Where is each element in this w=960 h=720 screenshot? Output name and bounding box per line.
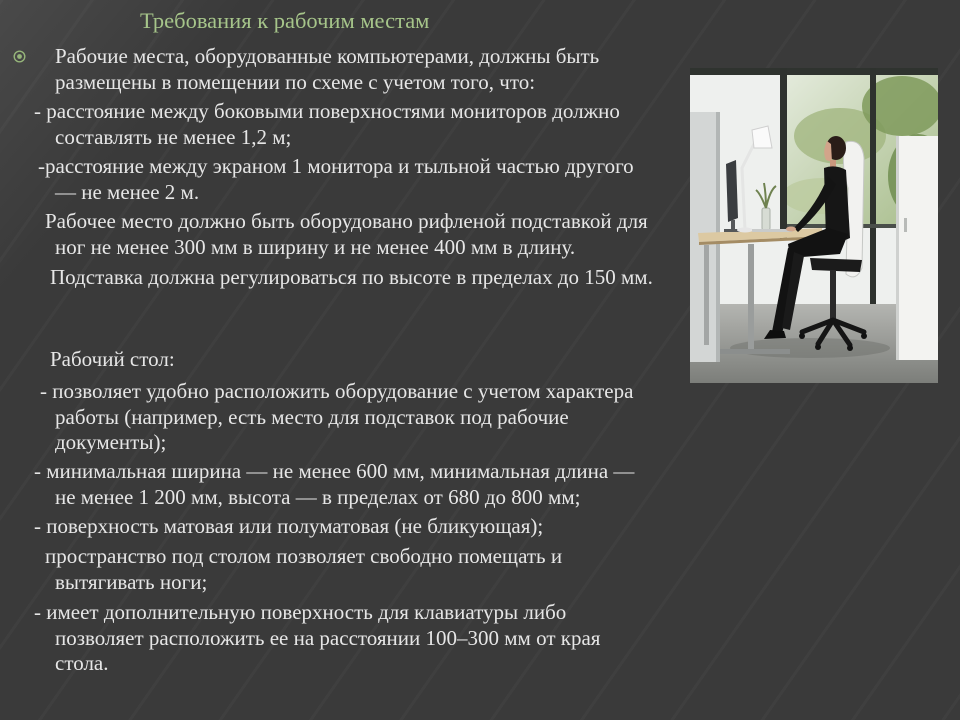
cabinet — [896, 136, 938, 360]
text-line: вытягивать ноги; — [55, 569, 208, 594]
text-line: позволяет расположить ее на расстоянии 100–300 мм от края — [55, 625, 601, 650]
paragraph-desk-dimensions — [0, 459, 634, 510]
paragraph-screen-back-distance — [0, 154, 634, 205]
text-line: пространство под столом позволяет свободно помещать и — [45, 544, 563, 568]
text-line: — не менее 2 м. — [55, 179, 200, 204]
paragraph-desk-equipment — [0, 379, 633, 456]
text-line: - минимальная ширина — не менее 600 мм, минимальная длина — — [34, 459, 635, 483]
text-line: - имеет дополнительную поверхность для клавиатуры либо — [34, 600, 567, 624]
text-line: - расстояние между боковыми поверхностями мониторов должно — [34, 99, 620, 123]
text-line: размещены в помещении по схеме с учетом того, что: — [55, 69, 536, 94]
paragraph-monitor-side-distance — [0, 99, 620, 150]
text-line: стола. — [55, 651, 109, 675]
text-line: составлять не менее 1,2 м; — [55, 124, 292, 149]
paragraph-workplace-placement — [0, 44, 599, 95]
text-line: - позволяет удобно расположить оборудование с учетом характера — [40, 379, 634, 403]
text-line: не менее 1 200 мм, высота — в пределах от 680 до 800 мм; — [55, 484, 581, 509]
text-line: - поверхность матовая или полуматовая (не бликующая); — [34, 514, 544, 538]
text-line: Рабочий стол: — [50, 347, 175, 371]
text-line: Рабочие места, оборудованные компьютерами, должны быть — [55, 44, 600, 68]
text-line: ног не менее 300 мм в ширину и не менее 400 мм в длину. — [55, 234, 576, 259]
text-line: Подставка должна регулироваться по высоте в пределах до 150 мм. — [50, 265, 653, 289]
text-line: Рабочее место должно быть оборудовано рифленой подставкой для — [45, 209, 648, 233]
paragraph-desk-surface — [0, 514, 543, 540]
text-line: -расстояние между экраном 1 монитора и тыльной частью другого — [38, 154, 634, 178]
slide-title: Требования к рабочим местам — [140, 8, 430, 33]
paragraph-keyboard-surface — [0, 600, 600, 677]
paragraph-desk-heading — [0, 347, 175, 373]
paragraph-footrest — [0, 209, 648, 260]
paragraph-footrest-height — [0, 265, 653, 291]
text-line: работы (например, есть место для подставок под рабочие — [55, 404, 569, 429]
workplace-photo — [690, 68, 938, 383]
paragraph-legroom — [0, 544, 562, 595]
text-line: документы); — [55, 430, 167, 454]
keyboard — [752, 229, 792, 232]
